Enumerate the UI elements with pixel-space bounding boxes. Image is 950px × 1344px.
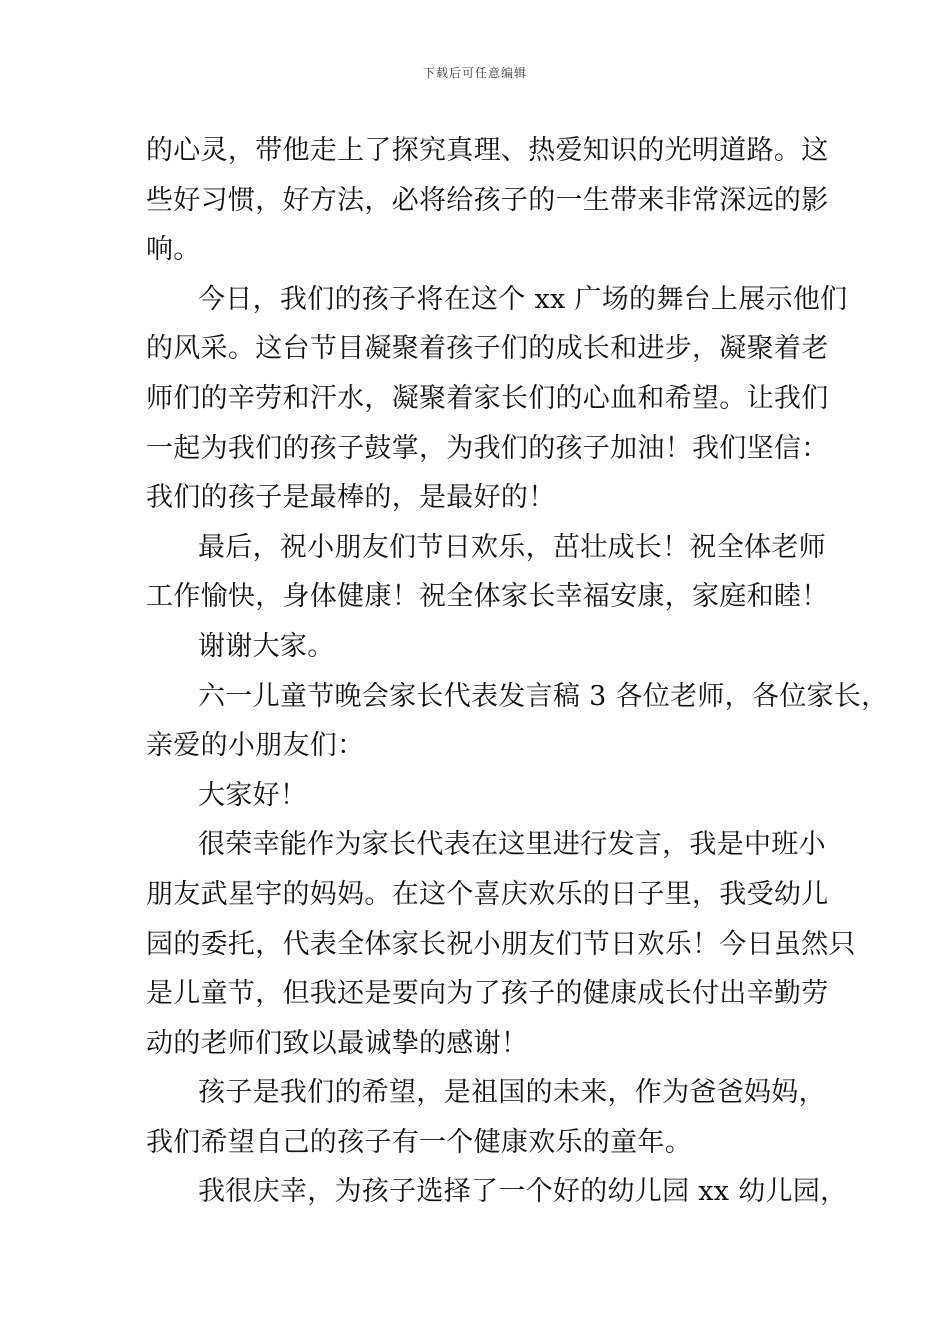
text-line: 一起为我们的孩子鼓掌，为我们的孩子加油！我们坚信： [146,432,829,464]
text-line: 是儿童节，但我还是要向为了孩子的健康成长付出辛勤劳 [146,978,829,1010]
text-line: 最后，祝小朋友们节日欢乐，茁壮成长！祝全体老师 [198,531,826,563]
text-line: 响。 [146,234,201,266]
text-line: 很荣幸能作为家长代表在这里进行发言，我是中班小 [198,829,826,861]
text-line: 大家好！ [198,779,308,811]
text-line: 孩子是我们的希望，是祖国的未来，作为爸爸妈妈， [198,1077,826,1109]
page-header: 下载后可任意编辑 [422,66,527,80]
text-line: 我们希望自己的孩子有一个健康欢乐的童年。 [146,1126,692,1158]
text-line: 我们的孩子是最棒的，是最好的！ [146,482,556,514]
text-line: 朋友武星宇的妈妈。在这个喜庆欢乐的日子里，我受幼儿 [146,878,829,910]
text-line: 六一儿童节晚会家长代表发言稿 3 各位老师，各位家长， [198,680,889,712]
text-line: 我很庆幸，为孩子选择了一个好的幼儿园 xx 幼儿园， [198,1176,848,1208]
text-line: 的心灵，带他走上了探究真理、热爱知识的光明道路。这 [146,135,829,166]
text-line: 工作愉快，身体健康！祝全体家长幸福安康，家庭和睦！ [146,581,829,613]
text-line: 动的老师们致以最诚挚的感谢！ [146,1027,529,1059]
text-line: 谢谢大家。 [198,630,335,662]
text-line: 师们的辛劳和汗水，凝聚着家长们的心血和希望。让我们 [146,382,829,414]
document-body [146,126,889,1217]
text-line: 些好习惯，好方法，必将给孩子的一生带来非常深远的影 [146,184,829,216]
text-line: 今日，我们的孩子将在这个 xx 广场的舞台上展示他们 [198,283,848,315]
text-line: 的风采。这台节目凝聚着孩子们的成长和进步，凝聚着老 [146,333,829,365]
text-line: 亲爱的小朋友们： [146,730,365,762]
text-line: 园的委托，代表全体家长祝小朋友们节日欢乐！今日虽然只 [146,928,856,960]
